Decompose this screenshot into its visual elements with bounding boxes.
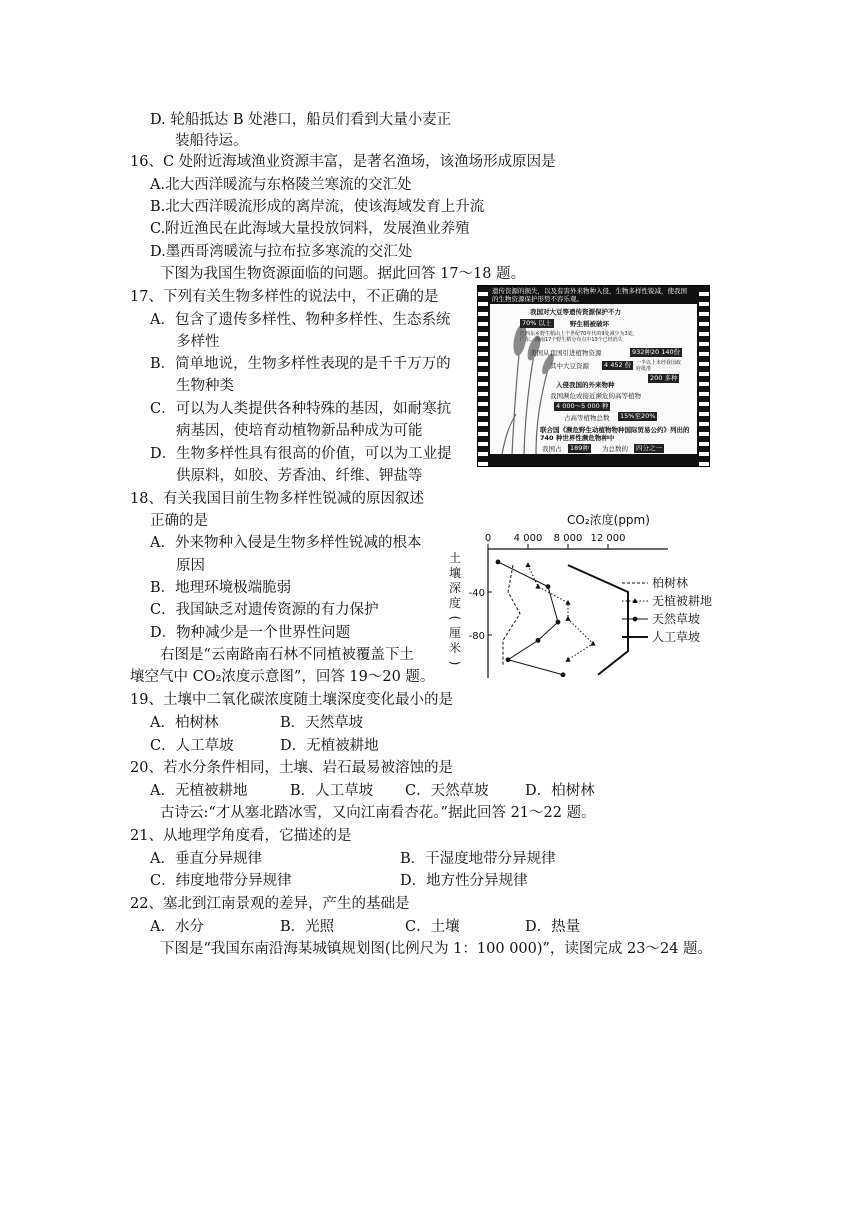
- film-strip-right: [699, 286, 709, 466]
- stat-box-932: 932种20 140份: [632, 348, 681, 356]
- q22-option-d: D．热量: [525, 919, 581, 935]
- stat-box-quarter: 四分之一: [636, 444, 662, 452]
- x-tick-label: 8 000: [553, 533, 583, 544]
- y-label-char: 深: [448, 581, 462, 595]
- y-tick-label: -40: [468, 588, 485, 599]
- q16-option-d: D.墨西哥湾暖流与拉布拉多寒流的交汇处: [150, 244, 413, 260]
- series-line: [568, 565, 628, 675]
- jiangxi-note: 江西东乡野生稻由上个世纪70年代的9处减少为3处，: [520, 331, 638, 337]
- soy-note: 一半以上未经我国政府批准: [636, 360, 682, 372]
- q19-intro: 右图是“云南路南石林不同植被覆盖下土: [160, 647, 414, 663]
- invasive-text: 入侵我国的外来物种: [556, 381, 615, 389]
- x-tick-group: [485, 533, 626, 549]
- film-strip-left: [478, 286, 488, 466]
- q20-option-b: B．人工草坡: [290, 783, 374, 799]
- q22-option-b: B．光照: [280, 919, 335, 935]
- stat-box-4452: 4 452 份: [604, 361, 632, 369]
- q22-option-c: C．土壤: [405, 919, 460, 935]
- q18-option-a: A．外来物种入侵是生物多样性锐减的根本: [150, 535, 422, 551]
- q23-intro: 下图是“我国东南沿海某城镇规划图(比例尺为 1：100 000)”，读图完成 23～24 题。: [160, 941, 713, 957]
- series-group: [496, 560, 628, 678]
- legend-label: 柏树林: [652, 576, 689, 590]
- q18-stem-cont: 正确的是: [150, 513, 208, 529]
- y-label-char: 土: [448, 551, 462, 565]
- data-point: [506, 657, 511, 662]
- q17-option-d: D．生物多样性具有很高的价值，可以为工业提: [150, 446, 452, 462]
- q16-option-b: B.北大西洋暖流形成的离岸流，使该海域发育上升流: [150, 199, 485, 215]
- q18-option-b: B．地理环境极端脆弱: [150, 580, 292, 596]
- data-point: [565, 657, 570, 662]
- ratio-text: 占高等植物总数: [564, 414, 610, 422]
- q21-stem: 21、从地理学角度看，它描述的是: [130, 828, 352, 844]
- q17-option-a: A．包含了遗传多样性、物种多样性、生态系统: [150, 312, 451, 328]
- q20-option-a: A．无植被耕地: [150, 783, 248, 799]
- y-label-char: 厘: [448, 626, 462, 640]
- q17-option-c-cont: 病基因，使培育动植物新品种成为可能: [176, 423, 423, 439]
- y-label-char: 米: [448, 641, 462, 655]
- legend-marker: [633, 617, 638, 622]
- wild-rice-text: 野生稻被破坏: [570, 320, 609, 328]
- q16-option-a: A.北大西洋暖流与东格陵兰寒流的交汇处: [150, 177, 412, 193]
- legend: [622, 575, 712, 644]
- data-point: [536, 638, 541, 643]
- quarter-prefix: 为总数的: [602, 445, 628, 453]
- q15-option-d: D. 轮船抵达 B 处港口，船员们看到大量小麦正: [150, 112, 452, 128]
- biodiversity-poster: [477, 285, 710, 467]
- us-import-text: 美国从我国引进植物资源: [530, 349, 602, 357]
- stat-box-4000: 4 000～5 000 种: [556, 402, 609, 410]
- q21-option-c: C．纬度地带分异规律: [150, 873, 292, 889]
- legend-label: 无植被耕地: [652, 594, 713, 608]
- poster-header: 遗传资源的损失，以及有害外来物种入侵，生物多样性锐减，使我国的生物资源保护形势不容乐观。: [492, 287, 687, 303]
- q16-option-c: C.附近渔民在此海域大量投放饲料，发展渔业养殖: [150, 221, 470, 237]
- q20-option-c: C．天然草坡: [405, 783, 489, 799]
- y-label-char: ): [448, 660, 462, 666]
- q18-option-c: C．我国缺乏对遗传资源的有力保护: [150, 602, 379, 618]
- china-share-text: 我国占: [542, 445, 562, 453]
- q17-option-b: B．简单地说，生物多样性表现的是千千万万的: [150, 356, 451, 372]
- un-text: 联合国《濒危野生动植物物种国际贸易公约》列出的 740 种世界性濒危物种中: [540, 426, 690, 442]
- q19-stem: 19、土壤中二氧化碳浓度随土壤深度变化最小的是: [130, 692, 453, 708]
- q19-option-d: D．无植被耕地: [280, 738, 379, 754]
- q21-intro: 古诗云:“才从塞北踏冰雪，又向江南看杏花。”据此回答 21～22 题。: [160, 805, 596, 821]
- q22-stem: 22、塞北到江南景观的差异，产生的基础是: [130, 896, 410, 912]
- series-line: [528, 565, 593, 660]
- q18-stem: 18、有关我国目前生物多样性锐减的原因叙述: [130, 491, 424, 507]
- y-label-char: 壤: [448, 566, 462, 580]
- endangered-text: 我国濒危或接近濒危的高等植物: [550, 392, 641, 400]
- q17-stem: 17、下列有关生物多样性的说法中，不正确的是: [130, 289, 439, 305]
- q21-option-a: A．垂直分异规律: [150, 851, 262, 867]
- data-point: [565, 616, 570, 621]
- co2-concentration-chart: [440, 508, 760, 683]
- legend-label: 人工草坡: [652, 630, 701, 644]
- q17-option-d-cont: 供原料，如胶、芳香油、纤维、钾盐等: [176, 468, 423, 484]
- q19-option-b: B．天然草坡: [280, 715, 364, 731]
- q17-option-c: C．可以为人类提供各种特殊的基因，如耐寒抗: [150, 401, 452, 417]
- q19-intro-cont: 壤空气中 CO₂浓度示意图”，回答 19～20 题。: [130, 669, 435, 685]
- data-point: [565, 600, 570, 605]
- y-label-char: 度: [448, 596, 462, 610]
- q20-stem: 20、若水分条件相同，土壤、岩石最易被溶蚀的是: [130, 760, 453, 776]
- data-point: [525, 562, 530, 567]
- x-tick-label: 4 000: [513, 533, 543, 544]
- series-line: [503, 565, 520, 665]
- y-label-char: (: [448, 615, 462, 621]
- q17-option-a-cont: 多样性: [176, 334, 220, 350]
- guangdong-note: 广东、海南17个野生稻分布点中13个已经消失: [520, 337, 623, 343]
- q17-intro: 下图为我国生物资源面临的问题。据此回答 17～18 题。: [160, 266, 526, 282]
- q21-option-b: B．干湿度地带分异规律: [400, 851, 556, 867]
- q18-option-a-cont: 原因: [176, 558, 205, 574]
- q17-option-b-cont: 生物种类: [176, 378, 234, 394]
- x-tick-label: 0: [484, 533, 492, 544]
- x-tick-label: 12 000: [590, 533, 626, 544]
- y-axis-label: [448, 550, 462, 665]
- q21-option-d: D．地方性分异规律: [400, 873, 528, 889]
- data-point: [535, 584, 540, 589]
- poster-title: 我国对大豆等遗传资源保护不力: [530, 308, 621, 316]
- y-tick-label: -80: [468, 631, 485, 642]
- data-point: [496, 560, 501, 565]
- data-point: [556, 620, 561, 625]
- q20-option-d: D．柏树林: [525, 783, 595, 799]
- stat-box-189: 189种: [570, 444, 589, 452]
- poster-panel: [490, 304, 697, 454]
- chart-title: CO₂浓度(ppm): [567, 513, 650, 527]
- soy-text: 其中大豆资源: [550, 362, 589, 370]
- q19-option-a: A．柏树林: [150, 715, 219, 731]
- q16-stem: 16、C 处附近海域渔业资源丰富，是著名渔场，该渔场形成原因是: [130, 154, 556, 170]
- legend-label: 天然草坡: [652, 612, 701, 626]
- q18-option-d: D．物种减少是一个世界性问题: [150, 625, 351, 641]
- q19-option-c: C．人工草坡: [150, 738, 234, 754]
- data-point: [561, 672, 566, 677]
- q22-option-a: A．水分: [150, 919, 204, 935]
- stat-box-15: 15%至20%: [620, 412, 656, 420]
- data-point: [546, 584, 551, 589]
- q15-option-d-cont: 装船待运。: [175, 133, 248, 149]
- stat-box-70: 70% 以上: [522, 319, 552, 327]
- stat-box-200: 200 多种: [650, 374, 678, 382]
